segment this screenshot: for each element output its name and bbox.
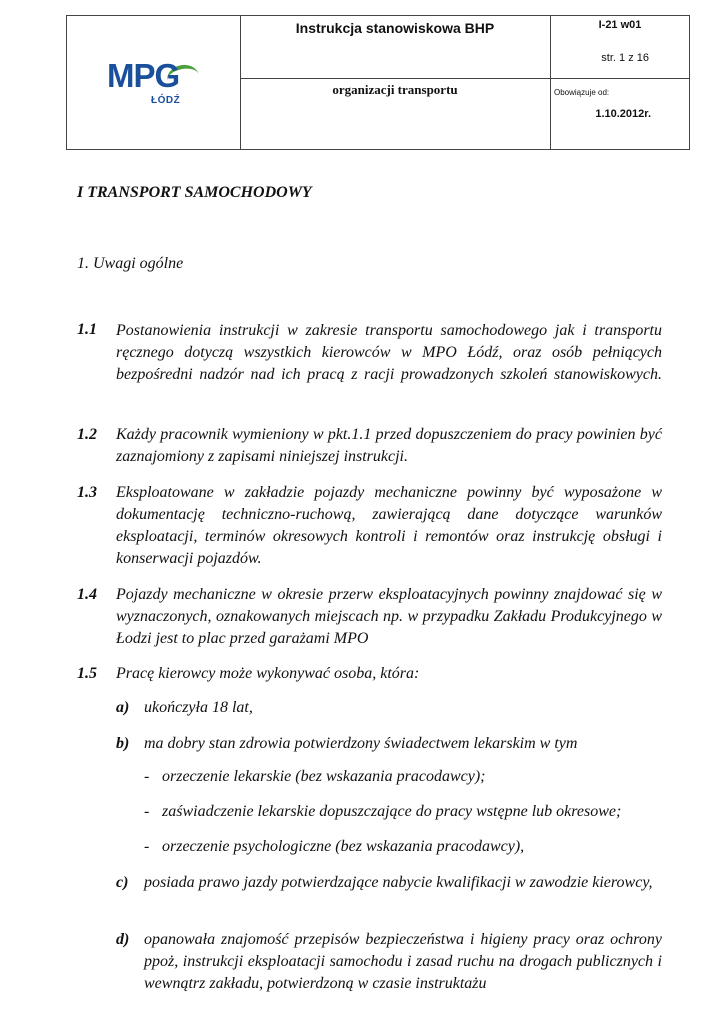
subitem-letter: a) (116, 699, 130, 716)
subitem-letter: c) (116, 874, 129, 891)
header-divider (240, 78, 689, 79)
page-number: str. 1 z 16 (601, 52, 649, 64)
dash-item-text: zaświadczenie lekarskie dopuszczające do pracy wstępne lub okresowe; (162, 803, 622, 820)
item-number: 1.2 (77, 426, 97, 443)
item-number: 1.1 (77, 321, 97, 338)
subitem-letter: d) (116, 931, 130, 948)
document-code: I-21 w01 (598, 19, 642, 31)
item-text: Pojazdy mechaniczne w okresie przerw eksploatacyjnych powinny znajdować się w wyznaczonych, oznakowanych miejscach np. w przypadku Zakładu Produkcyjnego w Łodzi jest to plac przed garażami MPO (116, 586, 662, 647)
item-number: 1.3 (77, 484, 97, 501)
logo-text: MPG (107, 57, 180, 94)
subitem-text: opanowała znajomość przepisów bezpieczeństwa i higieny pracy oraz ochrony ppoż, instrukcji eksploatacji samochodu i zasad ruchu na drogach publicznych i wewnątrz zakładu, potwierdzoną w czasie instruktażu (144, 931, 662, 992)
dash-item-text: orzeczenie psychologiczne (bez wskazania pracodawcy), (162, 838, 525, 855)
document-header-table (66, 15, 690, 150)
dash-mark: - (144, 838, 150, 855)
logo-city: ŁÓDŹ (151, 95, 181, 106)
dash-item-text: orzeczenie lekarskie (bez wskazania pracodawcy); (162, 768, 486, 785)
header-divider (550, 16, 551, 149)
item-number: 1.5 (77, 665, 97, 682)
subitem-letter: b) (116, 735, 130, 752)
item-text: Pracę kierowcy może wykonywać osoba, która: (116, 665, 420, 682)
document-subtitle: organizacji transportu (332, 82, 458, 97)
dash-mark: - (144, 768, 150, 785)
subitem-text: ukończyła 18 lat, (144, 699, 253, 716)
item-text: Eksploatowane w zakładzie pojazdy mechaniczne powinny być wyposażone w dokumentację techniczno-ruchową, zawierającą dane dotyczące warunków eksploatacji, terminów okresowych kontroli i remontów oraz instrukcję obsługi i konserwacji pojazdów. (116, 484, 662, 567)
document-title: Instrukcja stanowiskowa BHP (295, 20, 495, 36)
item-text: Każdy pracownik wymieniony w pkt.1.1 przed dopuszczeniem do pracy powinien być zaznajomiony z zapisami niniejszej instrukcji. (116, 426, 662, 465)
mpo-logo (107, 58, 202, 118)
subitem-text: ma dobry stan zdrowia potwierdzony świadectwem lekarskim w tym (144, 735, 578, 752)
item-text: Postanowienia instrukcji w zakresie transportu samochodowego jak i transportu ręcznego dotyczą wszystkich kierowców w MPO Łódź, oraz osób pełniących bezpośredni nadzór nad ich pracą z racji prowadzonych szkoleń stanowiskowych. (116, 322, 662, 383)
subitem-text: posiada prawo jazdy potwierdzające nabycie kwalifikacji w zawodzie kierowcy, (144, 874, 653, 891)
section-subtitle: 1. Uwagi ogólne (77, 255, 184, 272)
valid-from-label: Obowiązuje od: (554, 88, 610, 97)
section-title: I TRANSPORT SAMOCHODOWY (77, 184, 312, 201)
item-number: 1.4 (77, 586, 97, 603)
dash-mark: - (144, 803, 150, 820)
valid-from-date: 1.10.2012r. (595, 108, 651, 120)
